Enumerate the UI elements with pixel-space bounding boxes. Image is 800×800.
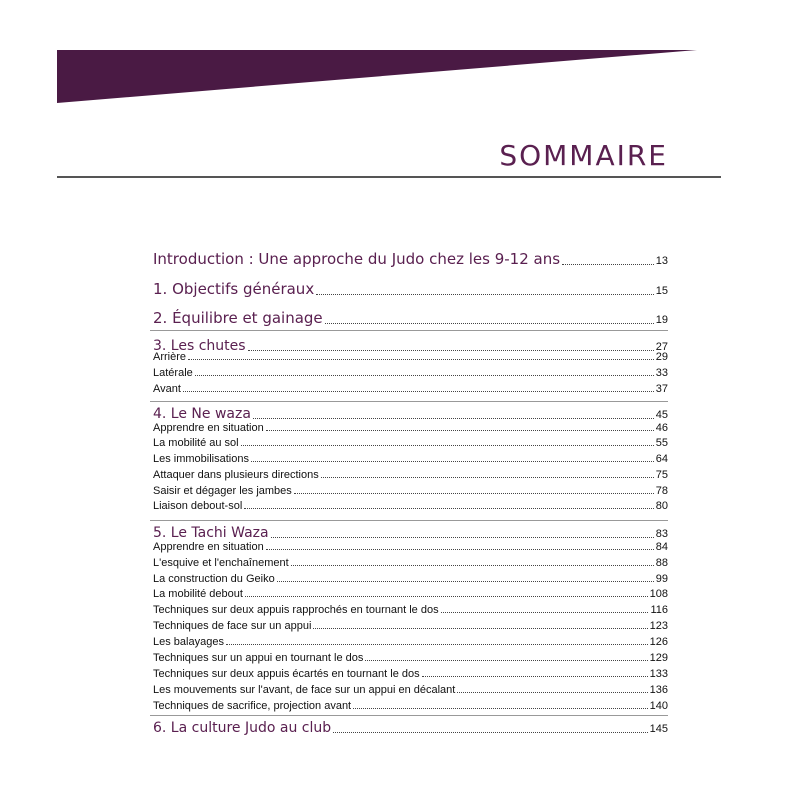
toc-page-number: 123 [649,620,668,632]
toc-section-entry [153,541,668,553]
toc-section-entry [153,383,668,395]
toc-page-number: 136 [649,684,668,696]
toc-page-number: 64 [655,453,668,465]
dot-leader [241,445,654,446]
header-banner [0,0,800,110]
toc-section-entry [153,557,668,569]
toc-section-entry [153,620,668,632]
dot-leader [333,732,648,733]
toc-entry-label: 3. Les chutes [153,338,246,354]
toc-entry-label: Les balayages [153,636,224,648]
dot-leader [244,508,653,509]
toc-page-number: 99 [655,573,668,585]
toc-section-entry [153,573,668,585]
dot-leader [277,581,654,582]
dot-leader [188,359,654,360]
dot-leader [562,264,654,265]
toc-page-number: 33 [655,367,668,379]
dot-leader [313,628,647,629]
toc-page-number: 45 [655,409,668,421]
toc-page-number: 13 [655,255,668,267]
toc-entry-label: Apprendre en situation [153,422,264,434]
dot-leader [266,549,654,550]
toc-section-entry [153,351,668,363]
toc-section-entry [153,367,668,379]
toc-section-entry [153,469,668,481]
dot-leader [422,676,648,677]
toc-chapter-entry [153,406,668,422]
toc-page-number: 46 [655,422,668,434]
toc-entry-label: 4. Le Ne waza [153,406,251,422]
dot-leader [266,430,654,431]
toc-entry-label: La mobilité au sol [153,437,239,449]
toc-page-number: 145 [649,723,668,735]
toc-page-number: 140 [649,700,668,712]
toc-page-number: 116 [650,604,668,616]
toc-entry-label: Les immobilisations [153,453,249,465]
section-divider [150,520,668,521]
dot-leader [271,537,654,538]
section-divider [150,401,668,402]
toc-entry-label: La construction du Geiko [153,573,275,585]
banner-shape [57,50,697,103]
toc-page-number: 108 [649,588,668,600]
toc-entry-label: Introduction : Une approche du Judo chez les 9-12 ans [153,250,561,268]
toc-entry-label: 5. Le Tachi Waza [153,525,269,541]
toc-page-number: 75 [655,469,668,481]
toc-section-entry [153,684,668,696]
dot-leader [226,644,648,645]
toc-entry-label: Techniques sur un appui en tournant le dos [153,652,364,664]
dot-leader [195,375,654,376]
toc-page-number: 27 [655,341,668,353]
toc-page-number: 83 [655,528,668,540]
toc-entry-label: Les mouvements sur l'avant, de face sur un appui en décalant [153,684,456,696]
section-divider [150,715,668,716]
toc-entry-label: 1. Objectifs généraux [153,280,315,298]
toc-chapter-entry [153,309,668,327]
toc-chapter-entry [153,720,668,736]
dot-leader [245,596,648,597]
toc-chapter-entry [153,250,668,268]
toc-entry-label: Saisir et dégager les jambes [153,485,292,497]
dot-leader [316,294,654,295]
toc-page-number: 55 [655,437,668,449]
toc-section-entry [153,636,668,648]
toc-entry-label: L'esquive et l'enchaînement [153,557,289,569]
dot-leader [321,477,654,478]
toc-entry-label: 2. Équilibre et gainage [153,309,323,327]
title-divider [57,176,721,178]
dot-leader [353,708,648,709]
dot-leader [294,493,654,494]
toc-section-entry [153,700,668,712]
dot-leader [441,612,649,613]
toc-section-entry [153,652,668,664]
toc-page-number: 84 [655,541,668,553]
toc-entry-label: La mobilité debout [153,588,243,600]
toc-entry-label: Techniques sur deux appuis écartés en tournant le dos [153,668,420,680]
toc-section-entry [153,437,668,449]
dot-leader [251,461,654,462]
toc-page-number: 29 [655,351,668,363]
toc-page-number: 15 [655,285,668,297]
page-title: SOMMAIRE [499,139,668,172]
dot-leader [183,391,654,392]
toc-page-number: 80 [655,500,668,512]
toc-entry-label: Techniques de face sur un appui [153,620,312,632]
toc-entry-label: Apprendre en situation [153,541,264,553]
toc-entry-label: Attaquer dans plusieurs directions [153,469,319,481]
toc-chapter-entry [153,280,668,298]
toc-page-number: 129 [649,652,668,664]
dot-leader [325,323,654,324]
toc-section-entry [153,453,668,465]
dot-leader [253,418,654,419]
toc-entry-label: Techniques sur deux appuis rapprochés en tournant le dos [153,604,439,616]
dot-leader [457,692,647,693]
toc-page-number: 19 [655,314,668,326]
toc-page-number: 126 [649,636,668,648]
toc-entry-label: Liaison debout-sol [153,500,243,512]
toc-entry-label: Avant [153,383,181,395]
toc-section-entry [153,485,668,497]
toc-section-entry [153,668,668,680]
dot-leader [291,565,654,566]
toc-entry-label: Latérale [153,367,193,379]
toc-section-entry [153,500,668,512]
toc-section-entry [153,422,668,434]
dot-leader [365,660,647,661]
toc-section-entry [153,588,668,600]
toc-entry-label: Techniques de sacrifice, projection avant [153,700,352,712]
toc-page-number: 37 [655,383,668,395]
toc-page-number: 88 [655,557,668,569]
toc-chapter-entry [153,525,668,541]
section-divider [150,330,668,331]
toc-entry-label: Arrière [153,351,187,363]
toc-page-number: 133 [649,668,668,680]
toc-page-number: 78 [655,485,668,497]
toc-section-entry [153,604,668,616]
toc-entry-label: 6. La culture Judo au club [153,720,332,736]
